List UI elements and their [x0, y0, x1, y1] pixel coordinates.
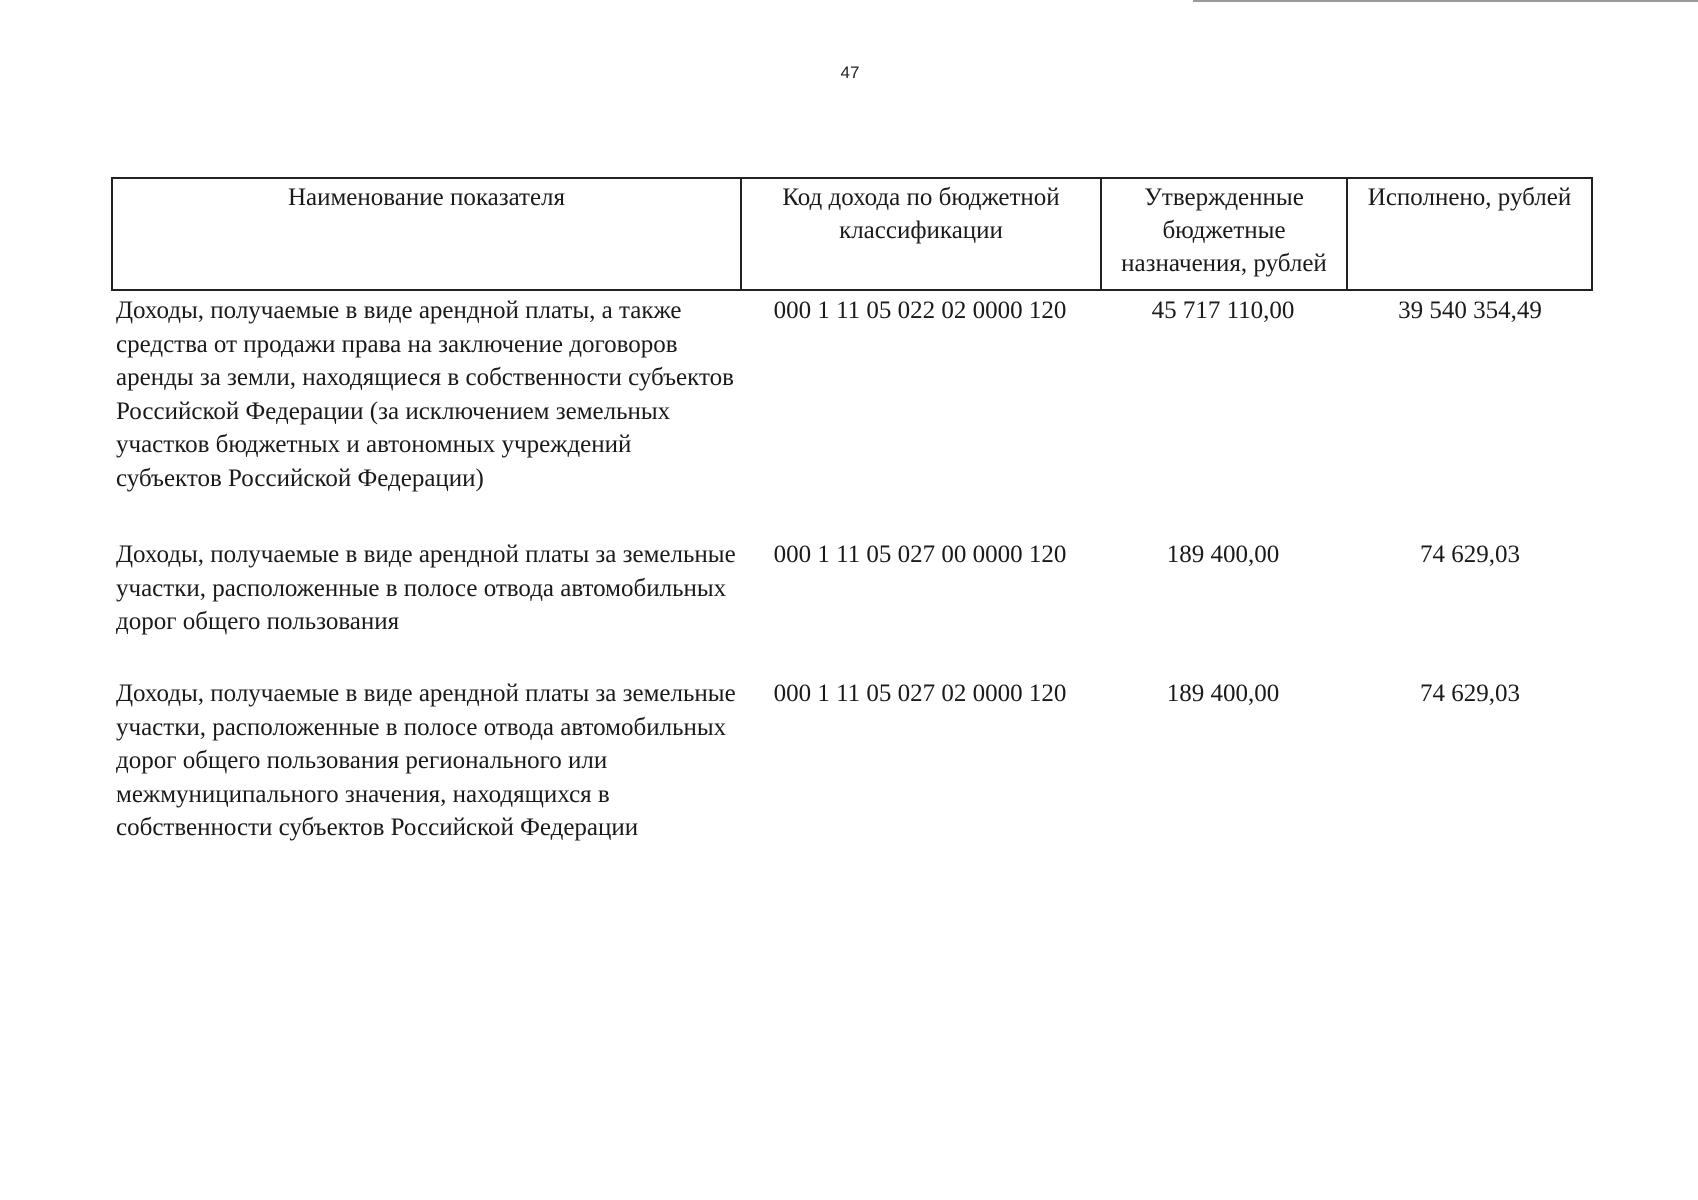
page-number: 47	[840, 63, 860, 82]
table-row	[114, 538, 1594, 639]
row-indicator-name: Доходы, получаемые в виде арендной платы за земельные участки, расположенные в полосе отвода автомобильных дорог общего пользования	[116, 541, 736, 635]
row-income-code: 000 1 11 05 022 02 0000 120	[773, 297, 1067, 324]
header-approved-amount: Утвержденные бюджетные назначения, рублей	[1102, 179, 1348, 289]
row-approved-amount: 189 400,00	[1166, 680, 1280, 707]
table-row	[114, 677, 1594, 845]
table-row	[114, 294, 1594, 495]
row-indicator-name: Доходы, получаемые в виде арендной платы, а также средства от продажи права на заключение договоров аренды за земли, находящиеся в собственности субъектов Российской Федерации (за исключением земельных участков бюджетных и автономных учреждений субъектов Российской Федерации)	[116, 297, 734, 492]
header-executed-amount: Исполнено, рублей	[1367, 184, 1572, 211]
scan-edge-line	[1193, 0, 1698, 2]
row-executed-amount: 39 540 354,49	[1398, 297, 1542, 324]
row-income-code: 000 1 11 05 027 00 0000 120	[773, 541, 1067, 568]
table-header	[111, 177, 1593, 291]
row-executed-amount: 74 629,03	[1420, 680, 1520, 707]
header-income-code: Код дохода по бюджетной классификации	[742, 179, 1102, 289]
row-income-code: 000 1 11 05 027 02 0000 120	[773, 680, 1067, 707]
row-approved-amount: 189 400,00	[1166, 541, 1280, 568]
row-executed-amount: 74 629,03	[1420, 541, 1520, 568]
row-approved-amount: 45 717 110,00	[1151, 297, 1295, 324]
row-indicator-name: Доходы, получаемые в виде арендной платы за земельные участки, расположенные в полосе отвода автомобильных дорог общего пользования регионального или межмуниципального значения, находящихся в собственности субъектов Российской Федерации	[116, 680, 736, 841]
header-indicator-name: Наименование показателя	[113, 179, 742, 289]
